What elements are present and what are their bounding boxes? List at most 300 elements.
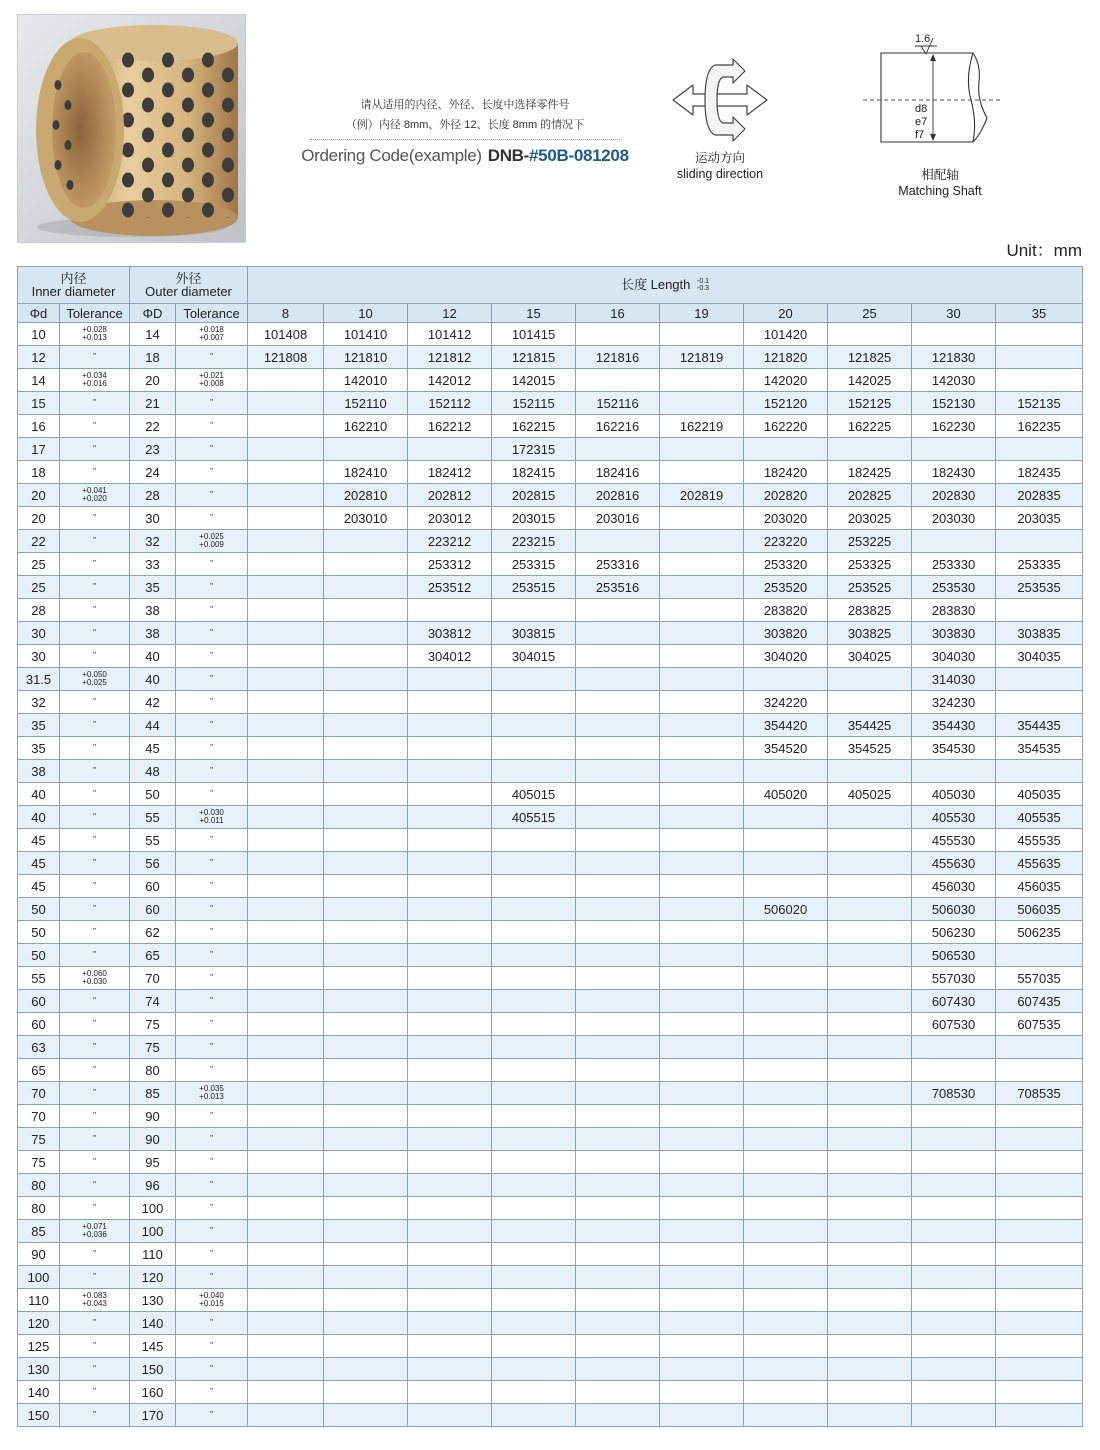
- tolerance-value: +0.041: [82, 486, 107, 495]
- inner-tolerance-cell: [60, 1404, 130, 1427]
- part-code-cell: [324, 852, 408, 875]
- inner-tolerance-cell: [60, 829, 130, 852]
- tolerance-value: +0.009: [199, 540, 224, 549]
- outer-diameter-cell: 24: [130, 461, 176, 484]
- tolerance-value: +0.011: [199, 816, 224, 825]
- part-code-cell: [248, 369, 324, 392]
- part-code-cell: [248, 1243, 324, 1266]
- part-code-cell: [744, 1243, 828, 1266]
- table-row: [18, 1128, 1083, 1151]
- part-code-cell: 182410: [324, 461, 408, 484]
- tolerance-value: ": [93, 398, 96, 407]
- part-code-cell: 253530: [912, 576, 996, 599]
- part-code-cell: 152130: [912, 392, 996, 415]
- part-code-cell: 142030: [912, 369, 996, 392]
- outer-tolerance-cell: [176, 944, 248, 967]
- part-code-cell: [828, 668, 912, 691]
- part-code-cell: [324, 1174, 408, 1197]
- ordering-code-prefix: DNB-: [487, 146, 530, 165]
- part-code-cell: [996, 1404, 1083, 1427]
- part-code-cell: [912, 1174, 996, 1197]
- outer-diameter-cell: 45: [130, 737, 176, 760]
- outer-tolerance-cell: [176, 1197, 248, 1220]
- shaft-cn: 相配轴: [921, 168, 959, 182]
- part-code-cell: [660, 829, 744, 852]
- part-code-cell: [828, 1105, 912, 1128]
- table-row: [18, 576, 1083, 599]
- inner-diameter-cell: 32: [18, 691, 60, 714]
- part-code-cell: [576, 1174, 660, 1197]
- part-code-cell: [324, 1082, 408, 1105]
- outer-tolerance-cell: [176, 645, 248, 668]
- inner-diameter-cell: 25: [18, 576, 60, 599]
- part-code-cell: 314030: [912, 668, 996, 691]
- tolerance-value: ": [210, 973, 213, 982]
- part-code-cell: 142025: [828, 369, 912, 392]
- part-code-cell: [912, 1059, 996, 1082]
- part-code-cell: [408, 829, 492, 852]
- tolerance-value: ": [93, 1088, 96, 1097]
- outer-diameter-cell: 100: [130, 1220, 176, 1243]
- sliding-direction-icon: [665, 55, 775, 145]
- part-code-cell: 354535: [996, 737, 1083, 760]
- inner-tolerance-cell: [60, 1220, 130, 1243]
- part-code-cell: [660, 645, 744, 668]
- tolerance-value: +0.034: [82, 371, 107, 380]
- part-code-cell: 203015: [492, 507, 576, 530]
- part-code-cell: 162216: [576, 415, 660, 438]
- inner-diameter-cell: 14: [18, 369, 60, 392]
- part-code-cell: [492, 714, 576, 737]
- inner-tolerance-cell: [60, 691, 130, 714]
- part-code-cell: 303825: [828, 622, 912, 645]
- fit-d8: d8: [915, 103, 928, 115]
- part-code-cell: [492, 944, 576, 967]
- part-code-cell: [248, 1381, 324, 1404]
- part-code-cell: [576, 668, 660, 691]
- outer-diameter-cell: 70: [130, 967, 176, 990]
- part-code-cell: [248, 1151, 324, 1174]
- part-code-cell: 456030: [912, 875, 996, 898]
- part-code-cell: [324, 1289, 408, 1312]
- inner-diameter-cell: 63: [18, 1036, 60, 1059]
- part-code-cell: [828, 1289, 912, 1312]
- part-code-cell: 182415: [492, 461, 576, 484]
- part-code-cell: [744, 1174, 828, 1197]
- tolerance-value: ": [93, 1203, 96, 1212]
- col-phiD: ΦD: [130, 304, 176, 323]
- part-code-cell: [576, 1243, 660, 1266]
- outer-diameter-cell: 96: [130, 1174, 176, 1197]
- part-code-cell: [408, 1335, 492, 1358]
- inner-tolerance-cell: [60, 576, 130, 599]
- inner-diameter-cell: 150: [18, 1404, 60, 1427]
- inner-tolerance-cell: [60, 415, 130, 438]
- inner-tolerance-cell: [60, 783, 130, 806]
- tolerance-value: ": [93, 421, 96, 430]
- tolerance-value: ": [210, 444, 213, 453]
- part-code-cell: [492, 921, 576, 944]
- inner-tolerance-cell: [60, 369, 130, 392]
- part-code-cell: [744, 852, 828, 875]
- table-row: [18, 346, 1083, 369]
- tolerance-value: +0.030: [199, 808, 224, 817]
- part-code-cell: [660, 737, 744, 760]
- part-code-cell: [912, 1036, 996, 1059]
- table-row: [18, 1312, 1083, 1335]
- outer-tolerance-cell: [176, 1174, 248, 1197]
- inner-diameter-cell: 30: [18, 622, 60, 645]
- part-code-cell: 121825: [828, 346, 912, 369]
- col-length: 16: [576, 304, 660, 323]
- inner-tolerance-cell: [60, 599, 130, 622]
- inner-diameter-cell: 100: [18, 1266, 60, 1289]
- table-row: [18, 898, 1083, 921]
- part-code-cell: 253335: [996, 553, 1083, 576]
- inner-diameter-cell: 40: [18, 783, 60, 806]
- inner-diameter-cell: 40: [18, 806, 60, 829]
- part-code-cell: [576, 990, 660, 1013]
- part-code-cell: [912, 438, 996, 461]
- outer-tolerance-cell: [176, 714, 248, 737]
- part-code-cell: 152125: [828, 392, 912, 415]
- part-code-cell: [996, 1128, 1083, 1151]
- table-row: [18, 691, 1083, 714]
- part-code-cell: [324, 438, 408, 461]
- inner-diameter-header: [18, 267, 130, 304]
- part-code-cell: [828, 1128, 912, 1151]
- outer-tolerance-cell: [176, 1358, 248, 1381]
- part-code-cell: [408, 1151, 492, 1174]
- part-code-cell: [660, 1289, 744, 1312]
- part-code-cell: 455630: [912, 852, 996, 875]
- part-code-cell: [996, 1220, 1083, 1243]
- part-code-cell: 162215: [492, 415, 576, 438]
- part-code-cell: [912, 1312, 996, 1335]
- part-code-cell: [408, 1128, 492, 1151]
- outer-diameter-cell: 60: [130, 875, 176, 898]
- table-row: [18, 1013, 1083, 1036]
- part-code-cell: 324230: [912, 691, 996, 714]
- part-code-cell: [996, 668, 1083, 691]
- tolerance-value: ": [210, 1111, 213, 1120]
- part-code-cell: 304025: [828, 645, 912, 668]
- tolerance-value: ": [210, 1364, 213, 1373]
- table-row: [18, 1151, 1083, 1174]
- table-row: [18, 599, 1083, 622]
- tolerance-value: ": [93, 559, 96, 568]
- part-code-cell: [408, 1358, 492, 1381]
- part-code-cell: [996, 1381, 1083, 1404]
- part-code-cell: [660, 1128, 744, 1151]
- inner-diameter-cell: 15: [18, 392, 60, 415]
- part-code-cell: 162235: [996, 415, 1083, 438]
- part-code-cell: [324, 1404, 408, 1427]
- outer-diameter-cell: 75: [130, 1036, 176, 1059]
- tolerance-value: +0.036: [82, 1230, 107, 1239]
- part-code-cell: [828, 944, 912, 967]
- part-code-cell: 162230: [912, 415, 996, 438]
- part-code-cell: 303812: [408, 622, 492, 645]
- tolerance-value: ": [93, 950, 96, 959]
- col-outer-tolerance: Tolerance: [176, 304, 248, 323]
- inner-diameter-cell: 22: [18, 530, 60, 553]
- part-code-cell: [248, 737, 324, 760]
- outer-diameter-cell: 22: [130, 415, 176, 438]
- part-code-cell: 405025: [828, 783, 912, 806]
- part-code-cell: [324, 806, 408, 829]
- tolerance-value: ": [93, 1134, 96, 1143]
- part-code-cell: [324, 1105, 408, 1128]
- outer-diameter-cell: 30: [130, 507, 176, 530]
- tolerance-value: ": [210, 1134, 213, 1143]
- inner-tolerance-cell: [60, 461, 130, 484]
- part-code-cell: [408, 1036, 492, 1059]
- outer-diameter-cell: 170: [130, 1404, 176, 1427]
- length-label: 长度 Length: [621, 276, 691, 292]
- part-code-cell: 708530: [912, 1082, 996, 1105]
- inner-tolerance-cell: [60, 806, 130, 829]
- part-code-cell: [660, 599, 744, 622]
- table-row: [18, 852, 1083, 875]
- part-code-cell: 253330: [912, 553, 996, 576]
- unit-label: Unit：mm: [1006, 241, 1082, 260]
- shaft-en: Matching Shaft: [898, 184, 982, 198]
- part-code-cell: [248, 1266, 324, 1289]
- outer-tolerance-cell: [176, 1059, 248, 1082]
- part-code-cell: [660, 806, 744, 829]
- part-code-cell: [408, 783, 492, 806]
- part-code-cell: [248, 714, 324, 737]
- tolerance-value: ": [93, 996, 96, 1005]
- outer-tolerance-cell: [176, 783, 248, 806]
- part-code-cell: [324, 622, 408, 645]
- outer-diameter-cell: 38: [130, 622, 176, 645]
- tolerance-value: ": [93, 605, 96, 614]
- table-row: [18, 1243, 1083, 1266]
- part-code-cell: [408, 1266, 492, 1289]
- part-code-cell: [744, 1381, 828, 1404]
- inner-tolerance-cell: [60, 1243, 130, 1266]
- part-code-cell: [996, 1266, 1083, 1289]
- part-code-cell: [248, 691, 324, 714]
- part-code-cell: [660, 392, 744, 415]
- part-code-cell: [996, 1289, 1083, 1312]
- part-code-cell: [828, 852, 912, 875]
- part-code-cell: 203035: [996, 507, 1083, 530]
- part-code-cell: 203010: [324, 507, 408, 530]
- inner-diameter-cell: 70: [18, 1105, 60, 1128]
- part-code-cell: [576, 1197, 660, 1220]
- tolerance-value: +0.018: [199, 325, 224, 334]
- dotted-divider: [310, 139, 620, 140]
- inner-diameter-cell: 55: [18, 967, 60, 990]
- part-code-cell: [492, 1105, 576, 1128]
- part-code-cell: 607530: [912, 1013, 996, 1036]
- inner-diameter-cell: 20: [18, 484, 60, 507]
- tolerance-value: ": [93, 582, 96, 591]
- table-row: [18, 714, 1083, 737]
- part-code-cell: [828, 898, 912, 921]
- part-code-cell: [492, 1358, 576, 1381]
- part-code-cell: [744, 1151, 828, 1174]
- part-code-cell: [248, 622, 324, 645]
- part-code-cell: [248, 1174, 324, 1197]
- part-code-cell: [828, 691, 912, 714]
- inner-diameter-cell: 110: [18, 1289, 60, 1312]
- part-code-cell: 283825: [828, 599, 912, 622]
- tolerance-value: ": [210, 605, 213, 614]
- part-code-cell: 121808: [248, 346, 324, 369]
- part-code-cell: [324, 1151, 408, 1174]
- part-code-cell: [248, 829, 324, 852]
- part-code-cell: [744, 1105, 828, 1128]
- part-code-cell: [324, 898, 408, 921]
- tolerance-value: ": [93, 1249, 96, 1258]
- outer-tolerance-cell: [176, 1220, 248, 1243]
- tolerance-value: +0.030: [82, 977, 107, 986]
- tolerance-value: +0.043: [82, 1299, 107, 1308]
- part-code-cell: [492, 760, 576, 783]
- table-row: [18, 415, 1083, 438]
- outer-tolerance-cell: [176, 1312, 248, 1335]
- tolerance-value: +0.013: [82, 333, 107, 342]
- inner-diameter-cell: 70: [18, 1082, 60, 1105]
- outer-diameter-cell: 35: [130, 576, 176, 599]
- part-code-cell: 607535: [996, 1013, 1083, 1036]
- part-code-cell: [828, 1381, 912, 1404]
- part-code-cell: [996, 1243, 1083, 1266]
- tolerance-value: ": [210, 697, 213, 706]
- part-code-cell: [248, 852, 324, 875]
- part-code-cell: 202825: [828, 484, 912, 507]
- inner-cn: 内径: [60, 271, 87, 286]
- inner-diameter-cell: 60: [18, 990, 60, 1013]
- inner-tolerance-cell: [60, 1312, 130, 1335]
- part-code-cell: [660, 1404, 744, 1427]
- inner-diameter-cell: 45: [18, 852, 60, 875]
- table-row: [18, 1082, 1083, 1105]
- ordering-code-suffix: #50B-081208: [529, 146, 629, 165]
- tolerance-value: ": [210, 950, 213, 959]
- part-code-cell: 253316: [576, 553, 660, 576]
- part-code-cell: [248, 1220, 324, 1243]
- part-code-cell: [996, 760, 1083, 783]
- part-code-cell: [660, 553, 744, 576]
- table-row: [18, 760, 1083, 783]
- tolerance-value: ": [210, 1157, 213, 1166]
- part-code-cell: [248, 1036, 324, 1059]
- tolerance-value: +0.020: [82, 494, 107, 503]
- part-code-cell: [828, 1312, 912, 1335]
- part-code-cell: 506030: [912, 898, 996, 921]
- inner-diameter-cell: 120: [18, 1312, 60, 1335]
- inner-tolerance-cell: [60, 714, 130, 737]
- part-code-cell: [996, 944, 1083, 967]
- part-code-cell: [660, 438, 744, 461]
- outer-tolerance-cell: [176, 415, 248, 438]
- part-code-cell: [744, 1059, 828, 1082]
- part-code-cell: [492, 1082, 576, 1105]
- tolerance-value: ": [93, 444, 96, 453]
- inner-diameter-cell: 75: [18, 1128, 60, 1151]
- part-code-cell: [576, 323, 660, 346]
- tolerance-value: ": [210, 766, 213, 775]
- outer-tolerance-cell: [176, 507, 248, 530]
- part-code-cell: [408, 806, 492, 829]
- tolerance-value: ": [210, 1019, 213, 1028]
- outer-diameter-cell: 33: [130, 553, 176, 576]
- part-code-cell: [408, 967, 492, 990]
- col-length: 25: [828, 304, 912, 323]
- inner-diameter-cell: 35: [18, 714, 60, 737]
- part-code-cell: 202820: [744, 484, 828, 507]
- part-code-cell: [324, 1312, 408, 1335]
- outer-diameter-cell: 56: [130, 852, 176, 875]
- part-code-cell: [248, 806, 324, 829]
- part-code-cell: [248, 1128, 324, 1151]
- length-tol-lower: -0.3: [697, 285, 710, 293]
- tolerance-value: ": [93, 927, 96, 936]
- part-code-cell: [744, 1128, 828, 1151]
- part-code-cell: [744, 875, 828, 898]
- table-row: [18, 1220, 1083, 1243]
- part-code-cell: [660, 622, 744, 645]
- inner-tolerance-cell: [60, 1358, 130, 1381]
- table-row: [18, 553, 1083, 576]
- part-code-cell: [492, 1059, 576, 1082]
- tolerance-value: ": [93, 1272, 96, 1281]
- part-code-cell: 182416: [576, 461, 660, 484]
- inner-tolerance-cell: [60, 622, 130, 645]
- inner-tolerance-cell: [60, 323, 130, 346]
- part-code-cell: 162212: [408, 415, 492, 438]
- tolerance-value: ": [210, 1042, 213, 1051]
- part-code-cell: [324, 553, 408, 576]
- part-code-cell: [492, 691, 576, 714]
- part-code-cell: [660, 1082, 744, 1105]
- part-code-cell: 283820: [744, 599, 828, 622]
- part-code-cell: [660, 1197, 744, 1220]
- part-code-cell: 354425: [828, 714, 912, 737]
- part-code-cell: [324, 1013, 408, 1036]
- part-code-cell: [492, 1335, 576, 1358]
- outer-diameter-cell: 74: [130, 990, 176, 1013]
- part-code-cell: [248, 1059, 324, 1082]
- part-code-cell: [576, 1105, 660, 1128]
- tolerance-value: ": [210, 628, 213, 637]
- part-code-cell: [912, 1266, 996, 1289]
- outer-diameter-cell: 95: [130, 1151, 176, 1174]
- table-row: [18, 392, 1083, 415]
- outer-diameter-cell: 62: [130, 921, 176, 944]
- part-code-cell: [492, 1220, 576, 1243]
- part-code-cell: [744, 438, 828, 461]
- tolerance-value: ": [93, 1157, 96, 1166]
- part-code-cell: [576, 714, 660, 737]
- part-code-cell: [576, 875, 660, 898]
- part-code-cell: 354430: [912, 714, 996, 737]
- tolerance-value: ": [93, 536, 96, 545]
- tolerance-value: +0.008: [199, 379, 224, 388]
- part-code-cell: 152115: [492, 392, 576, 415]
- part-code-cell: [408, 691, 492, 714]
- part-code-cell: [248, 668, 324, 691]
- part-code-cell: [408, 1381, 492, 1404]
- part-code-cell: [660, 530, 744, 553]
- table-row: [18, 461, 1083, 484]
- part-code-cell: [828, 1404, 912, 1427]
